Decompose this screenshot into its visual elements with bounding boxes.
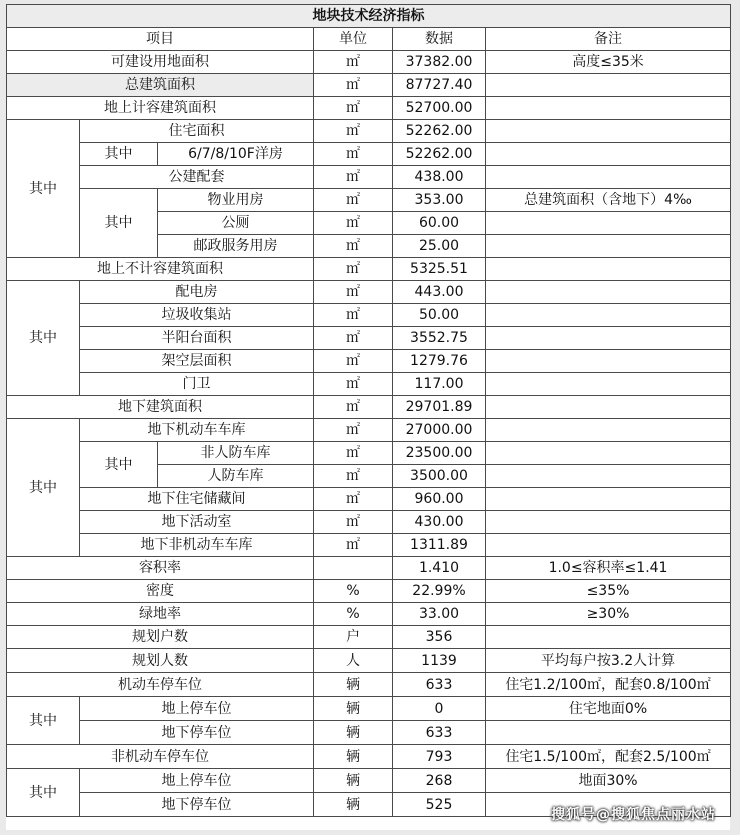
row-label: 门卫: [80, 373, 314, 396]
row-value: 23500.00: [393, 442, 486, 465]
row-unit: ㎡: [314, 74, 393, 97]
row-label: 半阳台面积: [80, 327, 314, 350]
row-value: 29701.89: [393, 396, 486, 419]
row-remark: [486, 350, 731, 373]
row-remark: [486, 721, 731, 745]
row-unit: ㎡: [314, 258, 393, 281]
row-unit: ㎡: [314, 327, 393, 350]
row-remark: [486, 166, 731, 189]
table-row: [7, 281, 731, 304]
table-row: [7, 327, 731, 350]
row-value: 0: [393, 697, 486, 721]
row-value: 5325.51: [393, 258, 486, 281]
table-row: [7, 304, 731, 327]
row-value: 60.00: [393, 212, 486, 235]
table-row: [7, 120, 731, 143]
table-row: [7, 673, 731, 697]
row-unit: [314, 557, 393, 580]
row-unit: ㎡: [314, 143, 393, 166]
table-row: [7, 557, 731, 580]
table-row: [7, 649, 731, 673]
row-label: 地上停车位: [80, 769, 314, 793]
row-unit: ㎡: [314, 419, 393, 442]
row-remark: 高度≤35米: [486, 51, 731, 74]
row-label: 地下建筑面积: [7, 396, 314, 419]
row-value: 1311.89: [393, 534, 486, 557]
title-row: [7, 5, 731, 28]
row-remark: 平均每户按3.2人计算: [486, 649, 731, 673]
row-label: 物业用房: [158, 189, 314, 212]
row-unit: ㎡: [314, 97, 393, 120]
row-remark: 住宅地面0%: [486, 697, 731, 721]
row-value: 27000.00: [393, 419, 486, 442]
row-value: 3500.00: [393, 465, 486, 488]
table-row: [7, 258, 731, 281]
row-unit: ㎡: [314, 281, 393, 304]
table-row: [7, 721, 731, 745]
row-remark: [486, 511, 731, 534]
row-label: 地下活动室: [80, 511, 314, 534]
row-remark: [486, 74, 731, 97]
row-label: 地上计容建筑面积: [7, 97, 314, 120]
row-remark: [486, 396, 731, 419]
economic-indicators-table: [6, 4, 731, 817]
row-unit: %: [314, 603, 393, 626]
row-value: 37382.00: [393, 51, 486, 74]
row-unit: 辆: [314, 769, 393, 793]
row-label: 机动车停车位: [7, 673, 314, 697]
row-value: 3552.75: [393, 327, 486, 350]
row-label: 垃圾收集站: [80, 304, 314, 327]
row-value: 25.00: [393, 235, 486, 258]
table-row: [7, 143, 731, 166]
table-row: [7, 769, 731, 793]
row-label: 地下住宅储藏间: [80, 488, 314, 511]
header-data: 数据: [393, 28, 486, 51]
row-unit: ㎡: [314, 304, 393, 327]
row-remark: [486, 327, 731, 350]
header-item: 项目: [7, 28, 314, 51]
table-row: [7, 626, 731, 649]
row-value: 1.410: [393, 557, 486, 580]
table-row: [7, 51, 731, 74]
row-unit: ㎡: [314, 189, 393, 212]
row-value: 52700.00: [393, 97, 486, 120]
row-remark: [486, 281, 731, 304]
row-unit: ㎡: [314, 442, 393, 465]
row-unit: 辆: [314, 673, 393, 697]
row-label: 公建配套: [80, 166, 314, 189]
row-label: 非人防车库: [158, 442, 314, 465]
row-label: 规划人数: [7, 649, 314, 673]
row-label: 公厕: [158, 212, 314, 235]
header-row: [7, 28, 731, 51]
row-remark: [486, 97, 731, 120]
row-label: 非机动车停车位: [7, 745, 314, 769]
row-label: 地下非机动车车库: [80, 534, 314, 557]
table-row: [7, 166, 731, 189]
row-label: 架空层面积: [80, 350, 314, 373]
row-unit: ㎡: [314, 166, 393, 189]
row-remark: [486, 465, 731, 488]
row-value: 960.00: [393, 488, 486, 511]
row-label: 人防车库: [158, 465, 314, 488]
row-remark: [486, 488, 731, 511]
table-row: [7, 373, 731, 396]
row-value: 50.00: [393, 304, 486, 327]
row-label: 密度: [7, 580, 314, 603]
header-unit: 单位: [314, 28, 393, 51]
group-label: 其中: [7, 697, 80, 745]
row-value: 356: [393, 626, 486, 649]
row-remark: 1.0≤容积率≤1.41: [486, 557, 731, 580]
row-value: 633: [393, 721, 486, 745]
row-remark: ≥30%: [486, 603, 731, 626]
table-row: [7, 74, 731, 97]
row-unit: ㎡: [314, 488, 393, 511]
table-row: [7, 745, 731, 769]
table-row: [7, 488, 731, 511]
header-remark: 备注: [486, 28, 731, 51]
row-remark: ≤35%: [486, 580, 731, 603]
row-label: 地上停车位: [80, 697, 314, 721]
table-row: [7, 97, 731, 120]
row-label: 地下机动车车库: [80, 419, 314, 442]
row-remark: [486, 143, 731, 166]
row-label: 6/7/8/10F洋房: [158, 143, 314, 166]
row-unit: ㎡: [314, 51, 393, 74]
table-row: [7, 396, 731, 419]
row-remark: [486, 258, 731, 281]
row-value: 33.00: [393, 603, 486, 626]
row-unit: 辆: [314, 793, 393, 817]
row-remark: [486, 626, 731, 649]
row-value: 443.00: [393, 281, 486, 304]
row-value: 117.00: [393, 373, 486, 396]
group-label: 其中: [7, 419, 80, 557]
table-row: [7, 697, 731, 721]
row-label: 住宅面积: [80, 120, 314, 143]
subgroup-label: 其中: [80, 442, 158, 488]
row-label: 可建设用地面积: [7, 51, 314, 74]
table-sheet: [6, 4, 730, 830]
row-value: 525: [393, 793, 486, 817]
row-unit: 户: [314, 626, 393, 649]
row-value: 793: [393, 745, 486, 769]
row-value: 430.00: [393, 511, 486, 534]
group-label: 其中: [7, 120, 80, 258]
row-label: 绿地率: [7, 603, 314, 626]
row-remark: [486, 442, 731, 465]
row-unit: 辆: [314, 745, 393, 769]
row-unit: ㎡: [314, 212, 393, 235]
row-unit: ㎡: [314, 120, 393, 143]
row-remark: [486, 120, 731, 143]
row-label: 规划户数: [7, 626, 314, 649]
row-unit: %: [314, 580, 393, 603]
table-row: [7, 580, 731, 603]
row-remark: [486, 304, 731, 327]
subgroup-label: 其中: [80, 143, 158, 166]
row-unit: ㎡: [314, 373, 393, 396]
row-unit: ㎡: [314, 350, 393, 373]
row-unit: 辆: [314, 697, 393, 721]
table-row: [7, 603, 731, 626]
row-value: 438.00: [393, 166, 486, 189]
subgroup-label: 其中: [80, 189, 158, 258]
row-value: 268: [393, 769, 486, 793]
row-value: 87727.40: [393, 74, 486, 97]
row-label: 地下停车位: [80, 721, 314, 745]
row-remark: [486, 419, 731, 442]
row-remark: [486, 534, 731, 557]
table-row: [7, 511, 731, 534]
row-label: 容积率: [7, 557, 314, 580]
row-label: 配电房: [80, 281, 314, 304]
row-value: 1139: [393, 649, 486, 673]
row-value: 353.00: [393, 189, 486, 212]
table-row: [7, 534, 731, 557]
row-value: 633: [393, 673, 486, 697]
table-row: [7, 419, 731, 442]
row-label: 地下停车位: [80, 793, 314, 817]
row-unit: 人: [314, 649, 393, 673]
row-unit: ㎡: [314, 396, 393, 419]
row-label: 邮政服务用房: [158, 235, 314, 258]
row-remark: 住宅1.5/100㎡，配套2.5/100㎡: [486, 745, 731, 769]
row-value: 1279.76: [393, 350, 486, 373]
row-unit: ㎡: [314, 511, 393, 534]
row-remark: 住宅1.2/100㎡，配套0.8/100㎡: [486, 673, 731, 697]
table-row: [7, 189, 731, 212]
row-remark: 地面30%: [486, 769, 731, 793]
group-label: 其中: [7, 769, 80, 817]
row-unit: ㎡: [314, 235, 393, 258]
row-unit: 辆: [314, 721, 393, 745]
row-label: 地上不计容建筑面积: [7, 258, 314, 281]
table-row: [7, 350, 731, 373]
row-value: 22.99%: [393, 580, 486, 603]
row-remark: [486, 212, 731, 235]
row-remark: [486, 235, 731, 258]
row-remark: [486, 373, 731, 396]
row-unit: ㎡: [314, 465, 393, 488]
table-title: 地块技术经济指标: [7, 5, 731, 28]
watermark-text: 搜狐号@搜狐焦点丽水站: [551, 807, 716, 823]
row-value: 52262.00: [393, 120, 486, 143]
row-label: 总建筑面积: [7, 74, 314, 97]
group-label: 其中: [7, 281, 80, 396]
table-row: [7, 442, 731, 465]
row-value: 52262.00: [393, 143, 486, 166]
row-unit: ㎡: [314, 534, 393, 557]
row-remark: 总建筑面积（含地下）4‰: [486, 189, 731, 212]
